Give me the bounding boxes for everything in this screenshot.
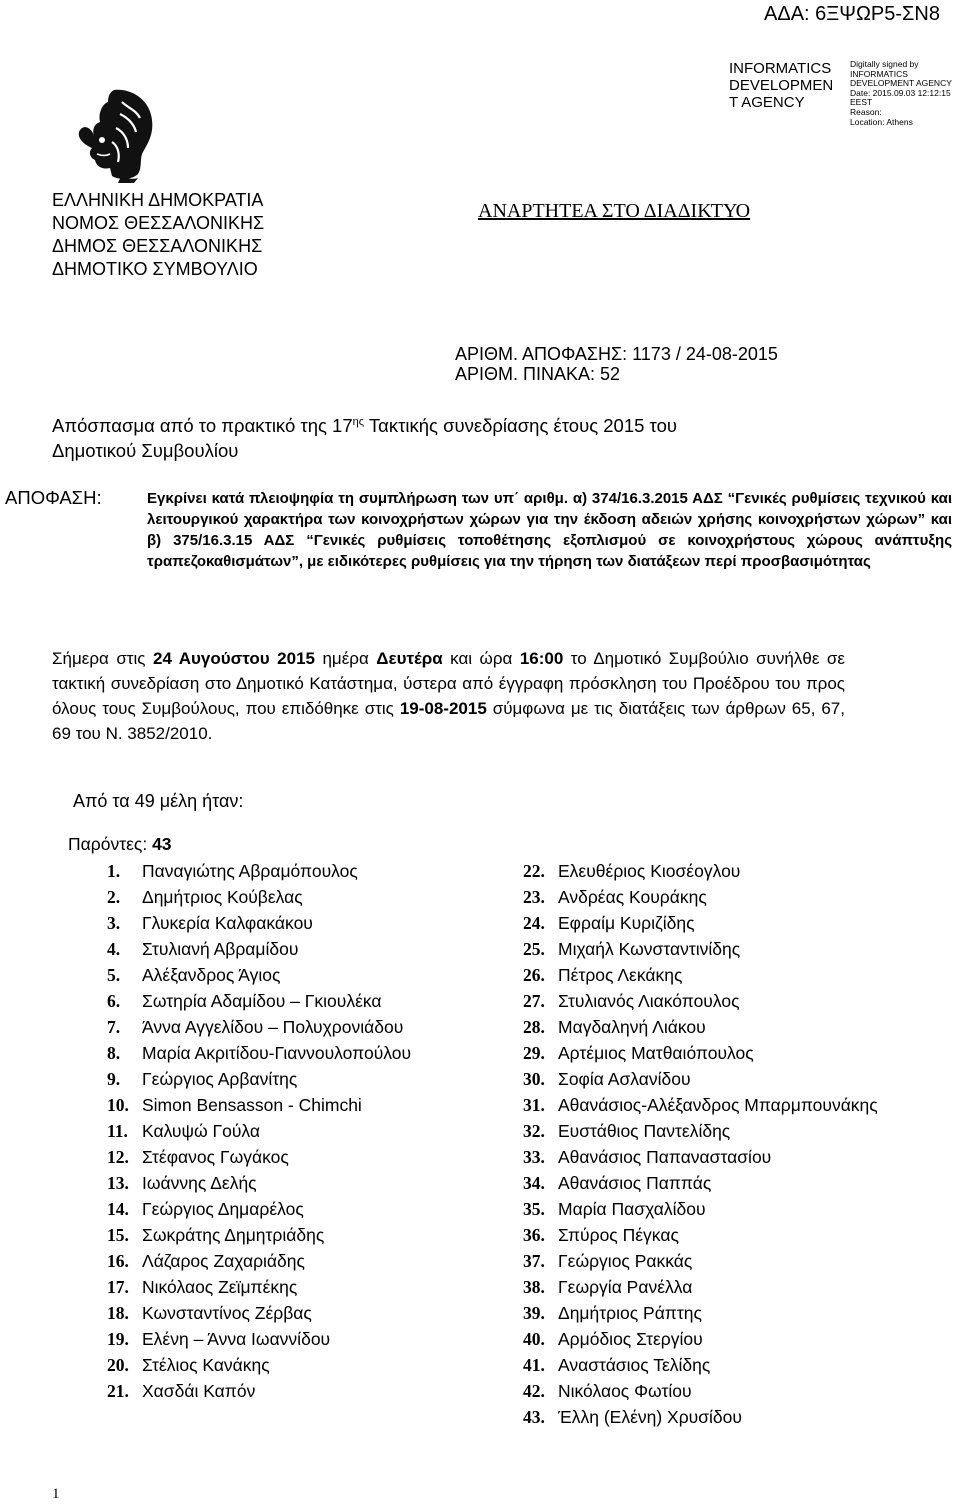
member-name: Ελένη – Άννα Ιωαννίδου — [142, 1329, 331, 1349]
signature-signer-line: T AGENCY — [729, 94, 805, 111]
member-name: Εφραίμ Κυριζίδης — [558, 913, 695, 933]
member-row — [107, 1196, 411, 1222]
header-line: ΔΗΜΟΤΙΚΟ ΣΥΜΒΟΥΛΙΟ — [52, 259, 258, 279]
member-row — [523, 1248, 878, 1274]
member-name: Καλυψώ Γούλα — [142, 1121, 261, 1141]
session-date: 24 Αυγούστου 2015 — [152, 649, 315, 668]
member-name: Δημήτριος Ράπτης — [558, 1303, 702, 1323]
member-row — [107, 1222, 411, 1248]
member-number: 16. — [107, 1251, 129, 1271]
member-name: Νικόλαος Ζεϊμπέκης — [142, 1277, 298, 1297]
member-name: Ελευθέριος Κιοσέογλου — [558, 861, 741, 881]
page-number: 1 — [52, 1486, 60, 1502]
member-row — [523, 1300, 878, 1326]
member-row — [107, 988, 411, 1014]
member-number: 11. — [107, 1121, 128, 1141]
member-name: Γεώργιος Ρακκάς — [558, 1251, 693, 1271]
member-name: Στέλιος Κανάκης — [142, 1355, 270, 1375]
member-number: 10. — [107, 1095, 129, 1115]
member-name: Αθανάσιος Παπαναστασίου — [558, 1147, 772, 1167]
member-name: Λάζαρος Ζαχαριάδης — [142, 1251, 305, 1271]
member-row — [107, 1014, 411, 1040]
member-row — [107, 1274, 411, 1300]
member-row — [107, 1300, 411, 1326]
member-row — [107, 1118, 411, 1144]
member-row — [107, 910, 411, 936]
member-number: 32. — [523, 1121, 545, 1141]
signature-detail-line: Location: Athens — [850, 116, 913, 127]
member-number: 15. — [107, 1225, 129, 1245]
session-text: και ώρα — [442, 649, 520, 668]
signature-signer — [729, 60, 849, 111]
member-row — [107, 1352, 411, 1378]
decision-text — [147, 488, 952, 572]
member-name: Κωνσταντίνος Ζέρβας — [142, 1303, 312, 1323]
member-name: Στέφανος Γωγάκος — [142, 1147, 289, 1167]
member-name: Γεωργία Ρανέλλα — [558, 1277, 693, 1297]
member-row — [107, 1066, 411, 1092]
member-number: 25. — [523, 939, 545, 959]
issuer-header — [52, 189, 264, 281]
member-number: 30. — [523, 1069, 545, 1089]
member-row — [523, 1118, 878, 1144]
member-number: 22. — [523, 861, 545, 881]
member-name: Στυλιανός Λιακόπουλος — [558, 991, 740, 1011]
member-number: 20. — [107, 1355, 129, 1375]
member-name: Αθανάσιος-Αλέξανδρος Μπαρμπουνάκης — [558, 1095, 878, 1115]
member-number: 24. — [523, 913, 545, 933]
member-number: 3. — [107, 913, 121, 933]
member-name: Αρμόδιος Στεργίου — [558, 1329, 703, 1349]
member-row — [107, 1092, 411, 1118]
member-number: 41. — [523, 1355, 545, 1375]
decision-body: Εγκρίνει κατά πλειοψηφία τη συμπλήρωση των υπ΄ αριθμ. α) 374/16.3.2015 ΑΔΣ “Γενικές ρυθμίσεις τεχνικού και λειτουργικού χαρακτήρα των κοινοχρήστων χώρων για την έκδοση αδειών χρήσης κοινοχρήστων χώρων” και β) 375/16.3.15 ΑΔΣ “Γενικές ρυθμίσεις τοποθέτησης εξοπλισμού σε κοινοχρήστους χώρους ανάπτυξης τραπεζοκαθισμάτων”, με ειδικότερες ρυθμίσεις για την τήρηση των διατάξεων περί προσβασιμότητας — [147, 490, 952, 570]
member-number: 8. — [107, 1043, 121, 1063]
extract-superscript: ης — [352, 416, 365, 428]
member-name: Νικόλαος Φωτίου — [558, 1381, 692, 1401]
member-number: 9. — [107, 1069, 121, 1089]
member-name: Σωτηρία Αδαμίδου – Γκιουλέκα — [142, 991, 382, 1011]
extract-text: Τακτικής συνεδρίασης έτους 2015 του — [364, 415, 678, 436]
member-number: 42. — [523, 1381, 545, 1401]
member-number: 23. — [523, 887, 545, 907]
member-row — [523, 1326, 878, 1352]
member-row — [523, 1274, 878, 1300]
signature-signer-line: DEVELOPMEN — [729, 77, 834, 94]
member-row — [523, 1144, 878, 1170]
members-total: Από τα 49 μέλη ήταν: — [73, 791, 244, 811]
session-day: Δευτέρα — [376, 649, 443, 668]
member-number: 21. — [107, 1381, 129, 1401]
member-name: Μαρία Πασχαλίδου — [558, 1199, 706, 1219]
member-row — [523, 1092, 878, 1118]
member-number: 34. — [523, 1173, 545, 1193]
member-name: Ανδρέας Κουράκης — [558, 887, 707, 907]
member-row — [107, 962, 411, 988]
header-line: ΕΛΛΗΝΙΚΗ ΔΗΜΟΚΡΑΤΙΑ — [52, 190, 264, 210]
header-line: ΔΗΜΟΣ ΘΕΣΣΑΛΟΝΙΚΗΣ — [52, 236, 263, 256]
member-name: Γλυκερία Καλφακάκου — [142, 913, 313, 933]
member-row — [523, 1378, 878, 1404]
member-number: 26. — [523, 965, 545, 985]
member-row — [107, 936, 411, 962]
extract-text: Δημοτικού Συμβουλίου — [52, 440, 239, 461]
member-name: Πέτρος Λεκάκης — [558, 965, 683, 985]
member-number: 19. — [107, 1329, 129, 1349]
member-row — [523, 1170, 878, 1196]
signature-detail-line: Digitally signed by — [850, 59, 919, 69]
member-row — [107, 1326, 411, 1352]
signature-detail-line: Date: 2015.09.03 12:12:15 — [850, 87, 951, 98]
member-name: Ευστάθιος Παντελίδης — [558, 1121, 731, 1141]
member-number: 27. — [523, 991, 545, 1011]
ada-code: ΑΔΑ: 6ΞΨΩΡ5-ΣΝ8 — [764, 3, 940, 25]
signature-details — [850, 60, 960, 127]
member-row — [107, 1170, 411, 1196]
session-text: Σήμερα στις — [52, 649, 153, 668]
member-row — [107, 1040, 411, 1066]
member-number: 1. — [107, 861, 121, 881]
decision-number: ΑΡΙΘΜ. ΑΠΟΦΑΣΗΣ: 1173 / 24-08-2015 — [455, 344, 778, 364]
member-row — [523, 858, 878, 884]
member-row — [523, 1196, 878, 1222]
member-number: 37. — [523, 1251, 545, 1271]
present-members-left — [107, 858, 411, 1404]
member-row — [523, 988, 878, 1014]
member-row — [523, 1404, 878, 1430]
member-number: 12. — [107, 1147, 129, 1167]
member-row — [523, 1352, 878, 1378]
member-name: Μαρία Ακριτίδου-Γιαννουλοπούλου — [142, 1043, 412, 1063]
table-number: ΑΡΙΘΜ. ΠΙΝΑΚΑ: 52 — [455, 364, 621, 384]
present-members-right — [523, 858, 878, 1430]
member-row — [523, 1066, 878, 1092]
post-online-text: ΑΝΑΡΤΗΤΕΑ ΣΤΟ ΔΙΑΔΙΚΤΥΟ — [478, 200, 751, 222]
member-number: 43. — [523, 1407, 545, 1427]
digital-signature — [729, 59, 960, 127]
member-number: 33. — [523, 1147, 545, 1167]
header-line: ΝΟΜΟΣ ΘΕΣΣΑΛΟΝΙΚΗΣ — [52, 213, 265, 233]
member-row — [107, 884, 411, 910]
member-name: Ιωάννης Δελής — [142, 1173, 257, 1193]
member-number: 2. — [107, 887, 121, 907]
member-name: Αρτέμιος Ματθαιόπουλος — [558, 1043, 754, 1063]
member-row — [107, 1378, 411, 1404]
member-name: Αθανάσιος Παππάς — [558, 1173, 712, 1193]
session-text: σύμφωνα με τις διατάξεις των άρθρων 65, 67, 69 του Ν. 3852/2010. — [52, 699, 845, 743]
signature-detail-line: DEVELOPMENT AGENCY — [850, 78, 952, 89]
member-number: 14. — [107, 1199, 129, 1219]
member-row — [107, 1144, 411, 1170]
member-number: 4. — [107, 939, 121, 959]
member-name: Σπύρος Πέγκας — [558, 1225, 679, 1245]
decision-label: ΑΠΟΦΑΣΗ: — [5, 487, 102, 508]
greek-emblem-head-icon — [62, 84, 162, 184]
member-number: 5. — [107, 965, 121, 985]
member-number: 38. — [523, 1277, 545, 1297]
present-label: Παρόντες: — [68, 834, 153, 854]
member-row — [107, 858, 411, 884]
member-number: 6. — [107, 991, 121, 1011]
present-count — [68, 834, 172, 855]
member-name: Γεώργιος Δημαρέλος — [142, 1199, 304, 1219]
session-time: 16:00 — [519, 649, 564, 668]
member-name: Σοφία Ασλανίδου — [558, 1069, 691, 1089]
member-row — [523, 1040, 878, 1066]
member-name: Μαγδαληνή Λιάκου — [558, 1017, 706, 1037]
member-number: 40. — [523, 1329, 545, 1349]
extract-title — [52, 413, 902, 463]
member-number: 29. — [523, 1043, 545, 1063]
session-text: ημέρα — [314, 649, 377, 668]
member-name: Χασδάι Καπόν — [142, 1381, 256, 1401]
member-row — [523, 1222, 878, 1248]
member-number: 36. — [523, 1225, 545, 1245]
member-number: 28. — [523, 1017, 545, 1037]
reference-numbers — [455, 344, 778, 384]
member-number: 7. — [107, 1017, 121, 1037]
member-number: 39. — [523, 1303, 545, 1323]
invite-date: 19-08-2015 — [399, 699, 487, 718]
member-row — [107, 1248, 411, 1274]
member-name: Άννα Αγγελίδου – Πολυχρονιάδου — [142, 1017, 404, 1037]
member-name: Γεώργιος Αρβανίτης — [142, 1069, 298, 1089]
member-number: 31. — [523, 1095, 545, 1115]
member-name: Αλέξανδρος Άγιος — [142, 965, 281, 985]
session-paragraph — [52, 646, 845, 746]
member-row — [523, 910, 878, 936]
member-number: 35. — [523, 1199, 545, 1219]
member-row — [523, 936, 878, 962]
extract-text: Απόσπασμα από το πρακτικό της 17 — [52, 415, 353, 436]
member-number: 18. — [107, 1303, 129, 1323]
signature-signer-line: INFORMATICS — [729, 60, 832, 77]
member-name: Έλλη (Ελένη) Χρυσίδου — [558, 1407, 742, 1427]
member-name: Δημήτριος Κούβελας — [142, 887, 303, 907]
member-name: Αναστάσιος Τελίδης — [558, 1355, 711, 1375]
member-number: 13. — [107, 1173, 129, 1193]
post-online-label — [478, 200, 750, 223]
member-name: Simon Bensasson - Chimchi — [142, 1095, 362, 1115]
present-number: 43 — [152, 834, 172, 854]
signature-detail-line: INFORMATICS — [850, 68, 908, 79]
member-name: Παναγιώτης Αβραμόπουλος — [142, 861, 358, 881]
member-name: Στυλιανή Αβραμίδου — [142, 939, 299, 959]
signature-detail-line: EEST — [850, 97, 873, 108]
member-name: Σωκράτης Δημητριάδης — [142, 1225, 325, 1245]
member-number: 17. — [107, 1277, 129, 1297]
member-row — [523, 1014, 878, 1040]
session-text: το Δημοτικό Συμβούλιο συνήλθε σε τακτική συνεδρίαση στο Δημοτικό Κατάστημα, ύστερα από έγγραφη πρόσκληση του Προέδρου του προς όλους τους Συμβούλους, που επιδόθηκε στις — [52, 649, 845, 718]
member-row — [523, 884, 878, 910]
member-row — [523, 962, 878, 988]
signature-detail-line: Reason: — [850, 106, 882, 117]
member-name: Μιχαήλ Κωνσταντινίδης — [558, 939, 741, 959]
